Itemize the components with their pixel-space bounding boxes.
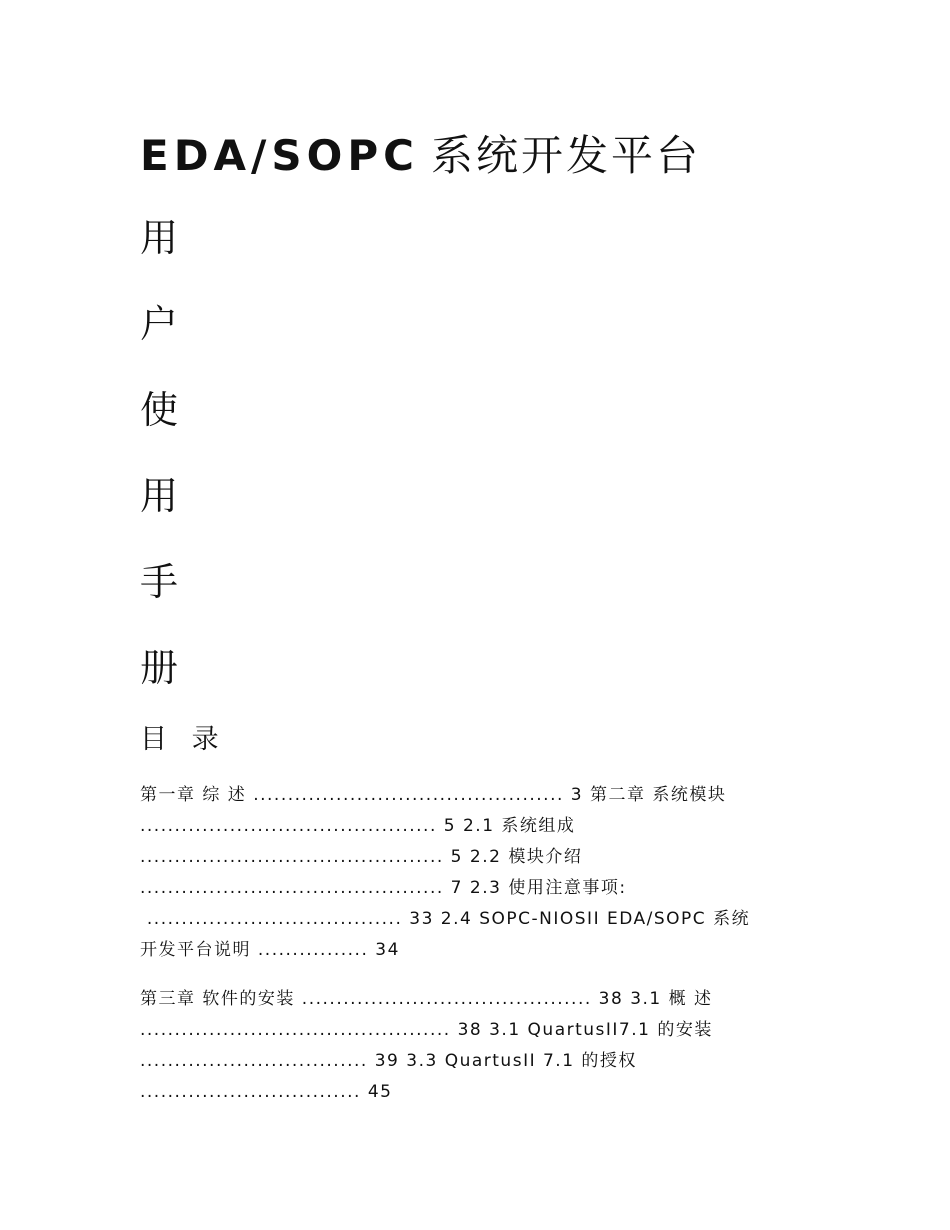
subtitle-char: 用 [140,216,179,260]
subtitle-char: 使 [140,388,179,432]
subtitle-char: 用 [140,474,179,518]
subtitle-char: 手 [140,560,179,604]
toc-line: ................................. 39 3.3 QuartusII 7.1 的授权 [140,1051,637,1071]
toc-line: ............................................ 7 2.3 使用注意事项: [140,878,627,898]
toc-line: ..................................... 33 2.4 SOPC-NIOSII EDA/SOPC 系统 [140,909,751,929]
toc-line: 第三章 软件的安装 .......................................... 38 3.1 概 述 [140,989,713,1009]
toc-line: ........................................... 5 2.1 系统组成 [140,816,576,836]
toc-line: 第一章 综 述 ............................................. 3 第二章 系统模块 [140,785,727,805]
subtitle-char: 册 [140,646,179,690]
toc-line: 开发平台说明 ................ 34 [140,940,400,960]
toc-line: ............................................ 5 2.2 模块介绍 [140,847,583,867]
toc-line: ................................ 45 [140,1082,393,1102]
title-cjk: 系统开发平台 [430,131,701,180]
toc-line: ............................................. 38 3.1 QuartusII7.1 的安装 [140,1020,713,1040]
toc-heading: 目 录 [140,724,227,755]
title-latin: EDA/SOPC [140,131,419,180]
subtitle-char: 户 [140,302,179,346]
document-title [140,128,701,184]
